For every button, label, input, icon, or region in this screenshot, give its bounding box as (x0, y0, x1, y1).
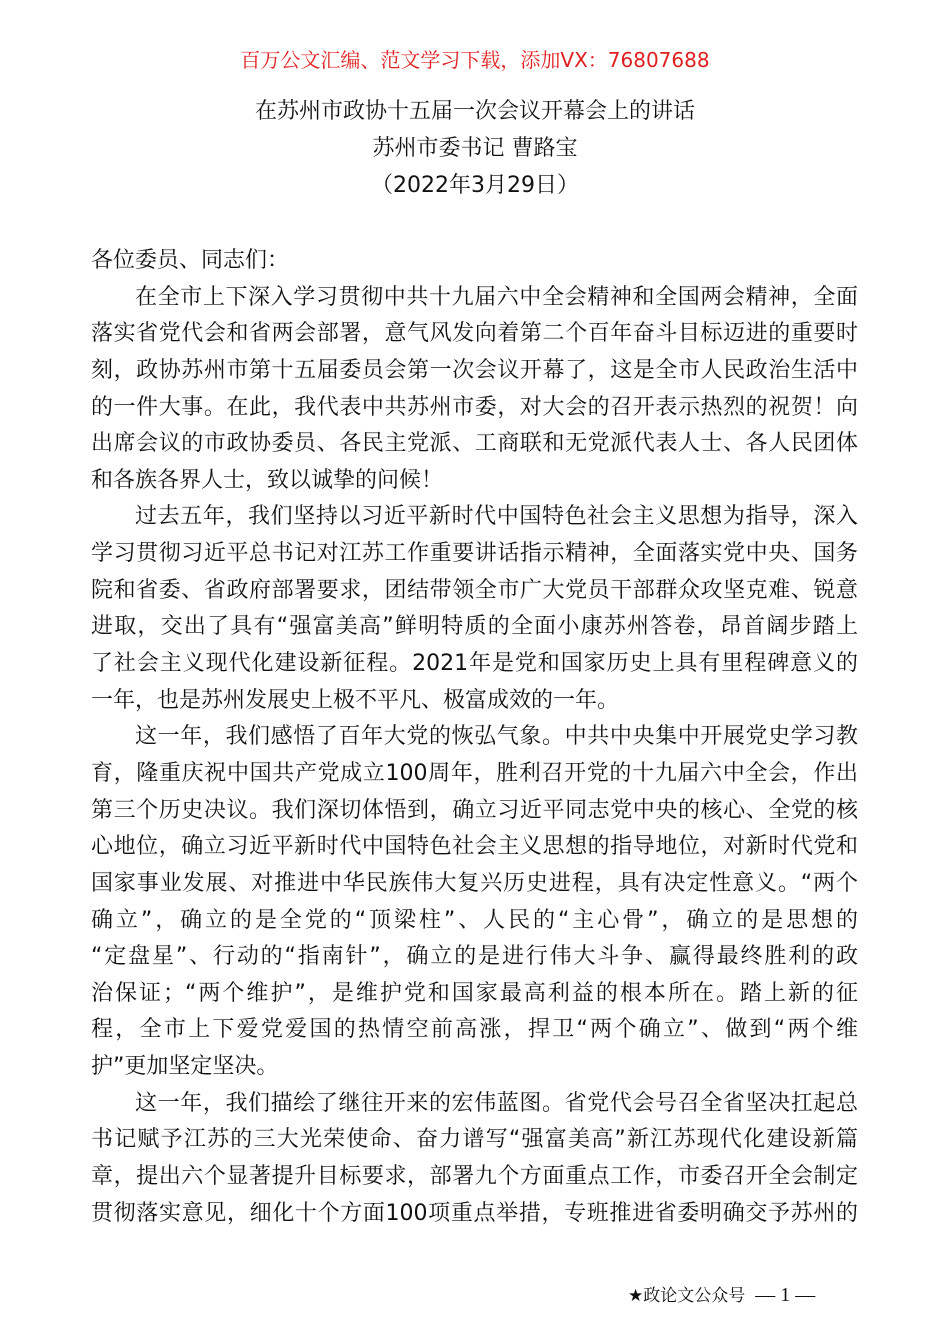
paragraph-line: 确立”，确立的是全党的“顶梁柱”、人民的“主心骨”，确立的是思想的 (91, 907, 858, 933)
paragraph-line: 书记赋予江苏的三大光荣使命、奋力谱写“强富美高”新江苏现代化建设新篇 (91, 1127, 858, 1153)
paragraph-line: 章，提出六个显著提升目标要求，部署九个方面重点工作，市委召开全会制定 (91, 1164, 858, 1190)
paragraph-line: 进取，交出了具有“强富美高”鲜明特质的全面小康苏州答卷，昂首阔步踏上 (91, 614, 858, 640)
page-number: — 1 — (755, 1284, 816, 1306)
footer-source: ★政论文公众号 (628, 1286, 746, 1306)
paragraph-line: 贯彻落实意见，细化十个方面100项重点举措，专班推进省委明确交予苏州的 (91, 1200, 858, 1226)
paragraph-line: 这一年，我们感悟了百年大党的恢弘气象。中共中央集中开展党史学习教 (135, 724, 858, 750)
paragraph-line: 这一年，我们描绘了继往开来的宏伟蓝图。省党代会号召全省坚决扛起总 (135, 1090, 858, 1116)
paragraph (91, 719, 858, 1085)
document-title: 在苏州市政协十五届一次会议开幕会上的讲话 (254, 99, 695, 124)
paragraph-line: 的一件大事。在此，我代表中共苏州市委，对大会的召开表示热烈的祝贺！向 (91, 394, 858, 420)
paragraph (91, 280, 858, 500)
paragraph-line: 一年，也是苏州发展史上极不平凡、极富成效的一年。 (91, 687, 620, 713)
paragraph-line: 治保证；“两个维护”，是维护党和国家最高利益的根本所在。踏上新的征 (91, 980, 858, 1006)
salutation: 各位委员、同志们： (91, 248, 290, 273)
paragraph-line: 护”更加坚定坚决。 (91, 1054, 279, 1080)
paragraph-line: 出席会议的市政协委员、各民主党派、工商联和无党派代表人士、各人民团体 (91, 431, 858, 457)
paragraph-line: 心地位，确立习近平新时代中国特色社会主义思想的指导地位，对新时代党和 (91, 834, 858, 860)
paragraph-line: 院和省委、省政府部署要求，团结带领全市广大党员干部群众攻坚克难、锐意 (91, 577, 858, 603)
paragraph-line: “定盘星”、行动的“指南针”，确立的是进行伟大斗争、赢得最终胜利的政 (91, 944, 858, 970)
paragraph-line: 育，隆重庆祝中国共产党成立100周年，胜利召开党的十九届六中全会，作出 (91, 760, 858, 786)
paragraph (91, 1086, 858, 1233)
document-date: （2022年3月29日） (371, 173, 579, 198)
paragraph-line: 和各族各界人士，致以诚挚的问候！ (91, 467, 444, 493)
paragraph-line: 了社会主义现代化建设新征程。2021年是党和国家历史上具有里程碑意义的 (91, 651, 858, 677)
paragraph-line: 在全市上下深入学习贯彻中共十九届六中全会精神和全国两会精神，全面 (135, 284, 858, 310)
document-author: 苏州市委书记 曹路宝 (372, 136, 578, 161)
watermark-banner: 百万公文汇编、范文学习下载，添加VX：76807688 (240, 48, 710, 72)
paragraph-line: 程，全市上下爱党爱国的热情空前高涨，捍卫“两个确立”、做到“两个维 (91, 1017, 858, 1043)
paragraph-line: 国家事业发展、对推进中华民族伟大复兴历史进程，具有决定性意义。“两个 (91, 870, 858, 896)
paragraph-line: 落实省党代会和省两会部署，意气风发向着第二个百年奋斗目标迈进的重要时 (91, 321, 858, 347)
paragraph-line: 第三个历史决议。我们深切体悟到，确立习近平同志党中央的核心、全党的核 (91, 797, 858, 823)
page-footer (628, 1283, 815, 1308)
paragraph-line: 过去五年，我们坚持以习近平新时代中国特色社会主义思想为指导，深入 (135, 504, 858, 530)
paragraph (91, 499, 858, 719)
paragraph-line: 学习贯彻习近平总书记对江苏工作重要讲话指示精神，全面落实党中央、国务 (91, 541, 858, 567)
paragraph-line: 刻，政协苏州市第十五届委员会第一次会议开幕了，这是全市人民政治生活中 (91, 357, 858, 383)
document-body (91, 243, 858, 1232)
